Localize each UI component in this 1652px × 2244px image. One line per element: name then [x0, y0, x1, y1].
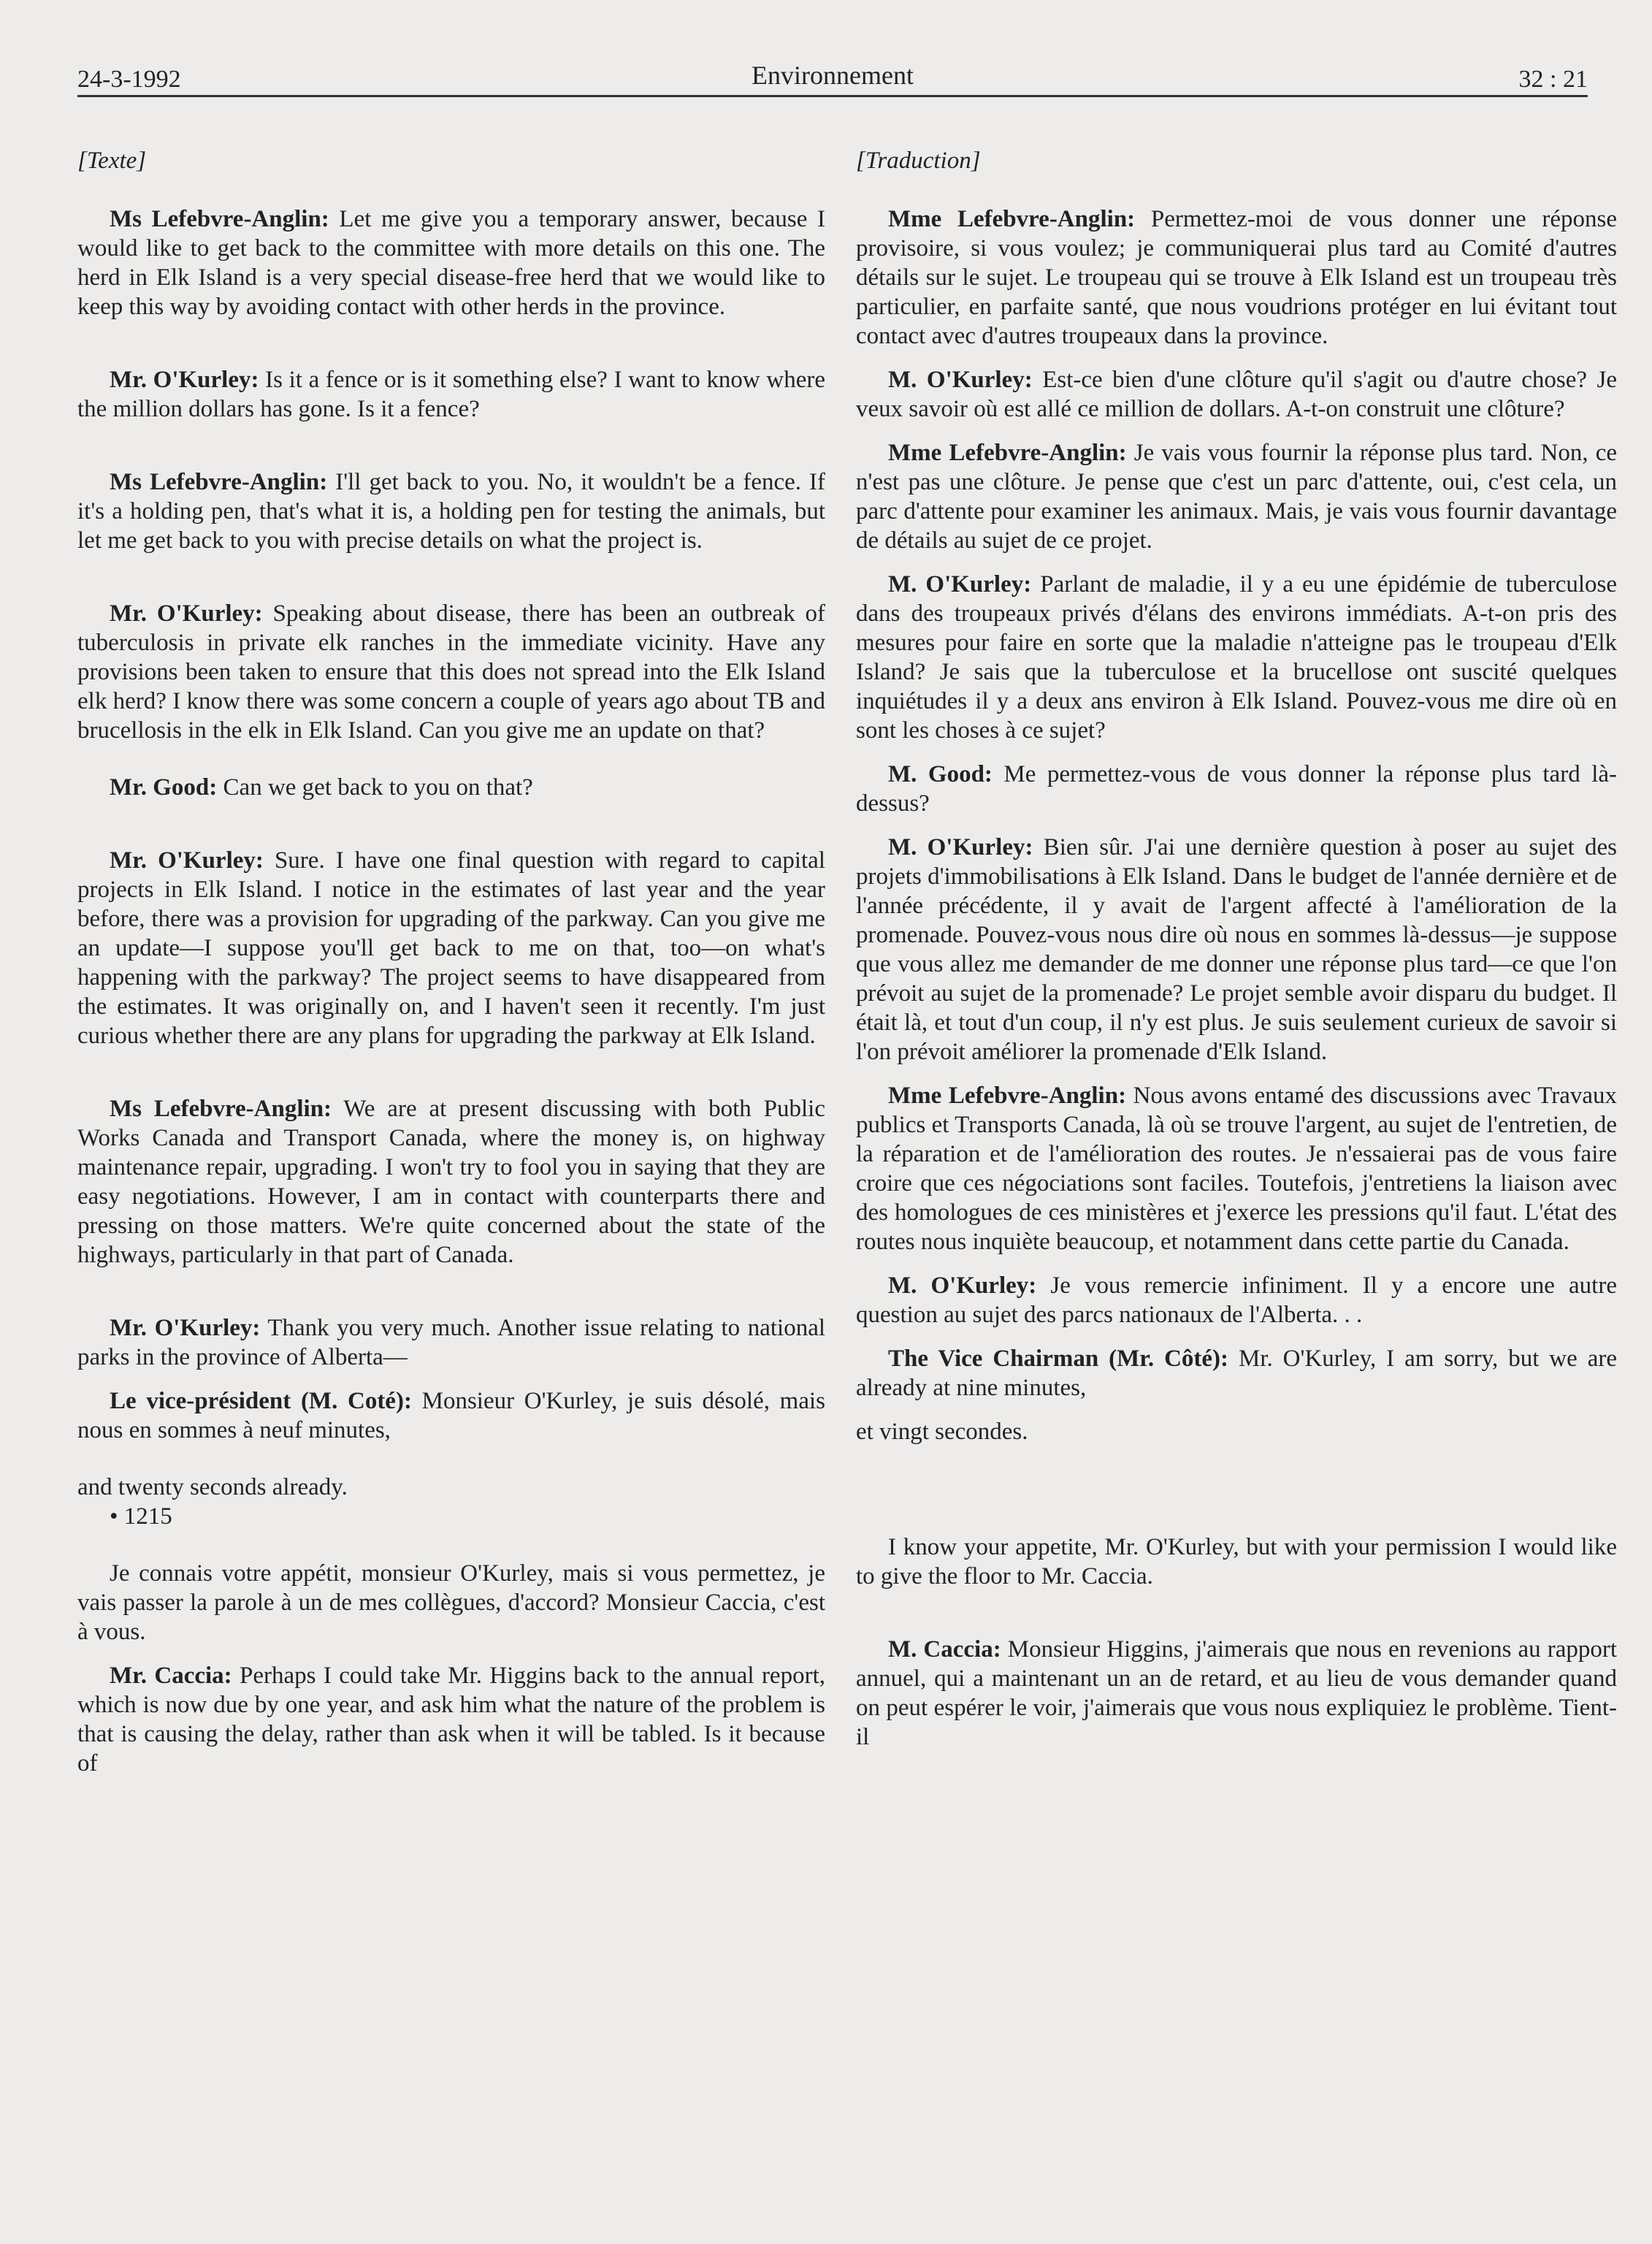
speech-text: Monsieur Higgins, j'aimerais que nous en revenions au rapport annuel, qui a maintenant un an de retard, et au lieu de vous demander quand on peut espérer le voir, j'aimerais que vous nous expliquiez le problème. Tient-il [856, 1636, 1617, 1750]
translation-tag: [Traduction] [856, 148, 981, 174]
paragraph [856, 1417, 1617, 1446]
paragraph [856, 205, 1617, 351]
paragraph [77, 1559, 825, 1646]
paragraph [856, 365, 1617, 424]
paragraph [856, 1635, 1617, 1752]
speaker-name: M. O'Kurley: [888, 367, 1033, 393]
speech-text: Nous avons entamé des discussions avec Travaux publics et Transports Canada, là où se trouve l'argent, au sujet de l'entretien, de la réparation et de l'amélioration des routes. Je n'essaierai pas de vous faire croire que ces négociations sont faciles. Toutefois, j'entretiens la liaison avec des homologues de ces ministères et j'exerce les pressions qu'il faut. L'état des routes nous inquiète beaucoup, et notamment dans cette partie du Canada. [856, 1083, 1617, 1255]
speech-text: Sure. I have one final question with regard to capital projects in Elk Island. I notice in the estimates of last year and the year before, there was a provision for upgrading of the parkway. Can you give me an update—I suppose you'll get back to me on that, too—on what's happening with the parkway? The project seems to have disappeared from the estimates. It was originally on, and I haven't seen it recently. I'm just curious whether there are any plans for upgrading the parkway at Elk Island. [77, 847, 825, 1049]
text-tag: [Texte] [77, 148, 147, 174]
paragraph [77, 205, 825, 321]
speech-text: Let me give you a temporary answer, because I would like to get back to the committee with more details on this one. The herd in Elk Island is a very special disease-free herd that we would like to keep this way by avoiding contact with other herds in the province. [77, 206, 826, 320]
paragraph [856, 438, 1617, 555]
paragraph [856, 1271, 1617, 1329]
speaker-name: M. O'Kurley: [888, 1272, 1037, 1299]
speaker-name: Mr. O'Kurley: [110, 1315, 261, 1341]
paragraph [77, 1094, 825, 1270]
speaker-name: Mr. O'Kurley: [110, 367, 259, 393]
speech-text: Is it a fence or is it something else? I want to know where the million dollars has gone. Is it a fence? [77, 367, 825, 422]
speech-text: Je vous remercie infiniment. Il y a encore une autre question au sujet des parcs nationaux de l'Alberta. . . [856, 1272, 1617, 1328]
speech-text: Je vais vous fournir la réponse plus tard. Non, ce n'est pas une clôture. Je pense que c'est un parc d'attente, oui, c'est cela, un parc d'attente pour examiner les animaux. Mais, je vais vous fournir davantage de détails au sujet de ce projet. [856, 440, 1617, 554]
paragraph [77, 468, 825, 555]
speech-text: Me permettez-vous de vous donner la réponse plus tard là-dessus? [856, 761, 1617, 817]
speaker-name: Mme Lefebvre-Anglin: [888, 1083, 1127, 1109]
speaker-name: M. Good: [888, 761, 993, 787]
paragraph [856, 1344, 1617, 1402]
speaker-name: The Vice Chairman (Mr. Côté): [888, 1346, 1229, 1372]
paragraph [77, 599, 825, 745]
time-marker: • 1215 [110, 1503, 172, 1530]
speech-text: et vingt secondes. [856, 1419, 1028, 1445]
paragraph [77, 1386, 825, 1445]
speech-text: Monsieur O'Kurley, je suis désolé, mais nous en sommes à neuf minutes, [77, 1388, 825, 1443]
paragraph [77, 1661, 825, 1778]
paragraph [77, 365, 825, 424]
speech-text: I know your appetite, Mr. O'Kurley, but with your permission I would like to give the floor to Mr. Caccia. [856, 1534, 1617, 1590]
speech-text: Permettez-moi de vous donner une réponse provisoire, si vous voulez; je communiquerai plus tard au Comité d'autres détails sur le sujet. Le troupeau qui se trouve à Elk Island est un troupeau très particulier, en parfaite santé, que nous voudrions protéger en lui évitant tout contact avec d'autres troupeaux dans la province. [856, 206, 1617, 349]
paragraph [856, 760, 1617, 818]
speech-text: We are at present discussing with both Public Works Canada and Transport Canada, where the money is, on highway maintenance repair, upgrading. I won't try to fool you in saying that they are easy negotiations. However, I am in contact with counterparts there and pressing on those matters. We're quite concerned about the state of the highways, particularly in that part of Canada. [77, 1096, 825, 1268]
speaker-name: Mr. Caccia: [110, 1663, 232, 1689]
speech-text: I'll get back to you. No, it wouldn't be a fence. If it's a holding pen, that's what it is, a holding pen for testing the animals, but let me get back to you with precise details on what the project is. [77, 469, 826, 554]
speaker-name: Mr. O'Kurley: [110, 600, 263, 627]
speaker-name: M. O'Kurley: [888, 571, 1032, 598]
speech-text: Mr. O'Kurley, I am sorry, but we are already at nine minutes, [856, 1346, 1618, 1401]
paragraph [77, 846, 825, 1050]
paragraph [77, 1473, 825, 1502]
speaker-name: Le vice-président (M. Coté): [110, 1388, 412, 1414]
paragraph [856, 1533, 1617, 1591]
speech-text: Thank you very much. Another issue relating to national parks in the province of Alberta— [77, 1315, 826, 1370]
header-date: 24-3-1992 [77, 66, 181, 93]
speech-text: Je connais votre appétit, monsieur O'Kurley, mais si vous permettez, je vais passer la parole à un de mes collègues, d'accord? Monsieur Caccia, c'est à vous. [77, 1560, 825, 1645]
speaker-name: Mme Lefebvre-Anglin: [888, 206, 1136, 232]
speaker-name: Ms Lefebvre-Anglin: [110, 469, 328, 495]
speaker-name: Ms Lefebvre-Anglin: [110, 206, 329, 232]
paragraph [77, 1313, 825, 1372]
page-header [77, 60, 1588, 97]
paragraph [856, 1081, 1617, 1256]
header-page-number: 32 : 21 [1518, 66, 1588, 93]
speech-text: Est-ce bien d'une clôture qu'il s'agit ou d'autre chose? Je veux savoir où est allé ce million de dollars. A-t-on construit une clôture? [856, 367, 1617, 422]
speech-text: and twenty seconds already. [77, 1474, 348, 1500]
speech-text: Parlant de maladie, il y a eu une épidémie de tuberculose dans des troupeaux privés d'élans des environs immédiats. A-t-on pris des mesures pour faire en sorte que la maladie n'atteigne pas le troupeau d'Elk Island? Je sais que la tuberculose et la brucellose ont suscité quelques inquiétudes il y a deux ans environ à Elk Island. Pouvez-vous me dire où en sont les choses à ce sujet? [856, 571, 1618, 744]
speaker-name: Mme Lefebvre-Anglin: [888, 440, 1127, 466]
left-column [77, 146, 825, 1778]
speaker-name: Ms Lefebvre-Anglin: [110, 1096, 332, 1122]
speaker-name: M. Caccia: [888, 1636, 1001, 1663]
speech-text: Perhaps I could take Mr. Higgins back to the annual report, which is now due by one year, and ask him what the nature of the problem is that is causing the delay, rather than ask when it will be tabled. Is it because of [77, 1663, 825, 1776]
speaker-name: M. O'Kurley: [888, 834, 1033, 860]
paragraph [77, 773, 825, 802]
paragraph [856, 570, 1617, 745]
speech-text: Speaking about disease, there has been an outbreak of tuberculosis in private elk ranches in the immediate vicinity. Have any provisions been taken to ensure that this does not spread into the Elk Island elk herd? I know there was some concern a couple of years ago about TB and brucellosis in the elk in Elk Island. Can you give me an update on that? [77, 600, 826, 744]
speech-text: Bien sûr. J'ai une dernière question à poser au sujet des projets d'immobilisations à Elk Island. Dans le budget de l'année dernière et de l'année précédente, il y avait de l'argent affecté à l'amélioration de la promenade. Pouvez-vous nous dire où nous en sommes là-dessus—je suppose que vous allez me demander de me donner une réponse plus tard—ce que l'on prévoit au sujet de la promenade? Le projet semble avoir disparu du budget. Il était là, et tout d'un coup, il n'y est plus. Je suis seulement curieux de savoir si l'on prévoit améliorer la promenade d'Elk Island. [856, 834, 1617, 1065]
header-title: Environnement [752, 61, 914, 90]
speaker-name: Mr. O'Kurley: [110, 847, 264, 874]
speech-text: Can we get back to you on that? [217, 774, 533, 801]
paragraph [856, 833, 1617, 1066]
right-column [856, 146, 1617, 1752]
speaker-name: Mr. Good: [110, 774, 218, 801]
